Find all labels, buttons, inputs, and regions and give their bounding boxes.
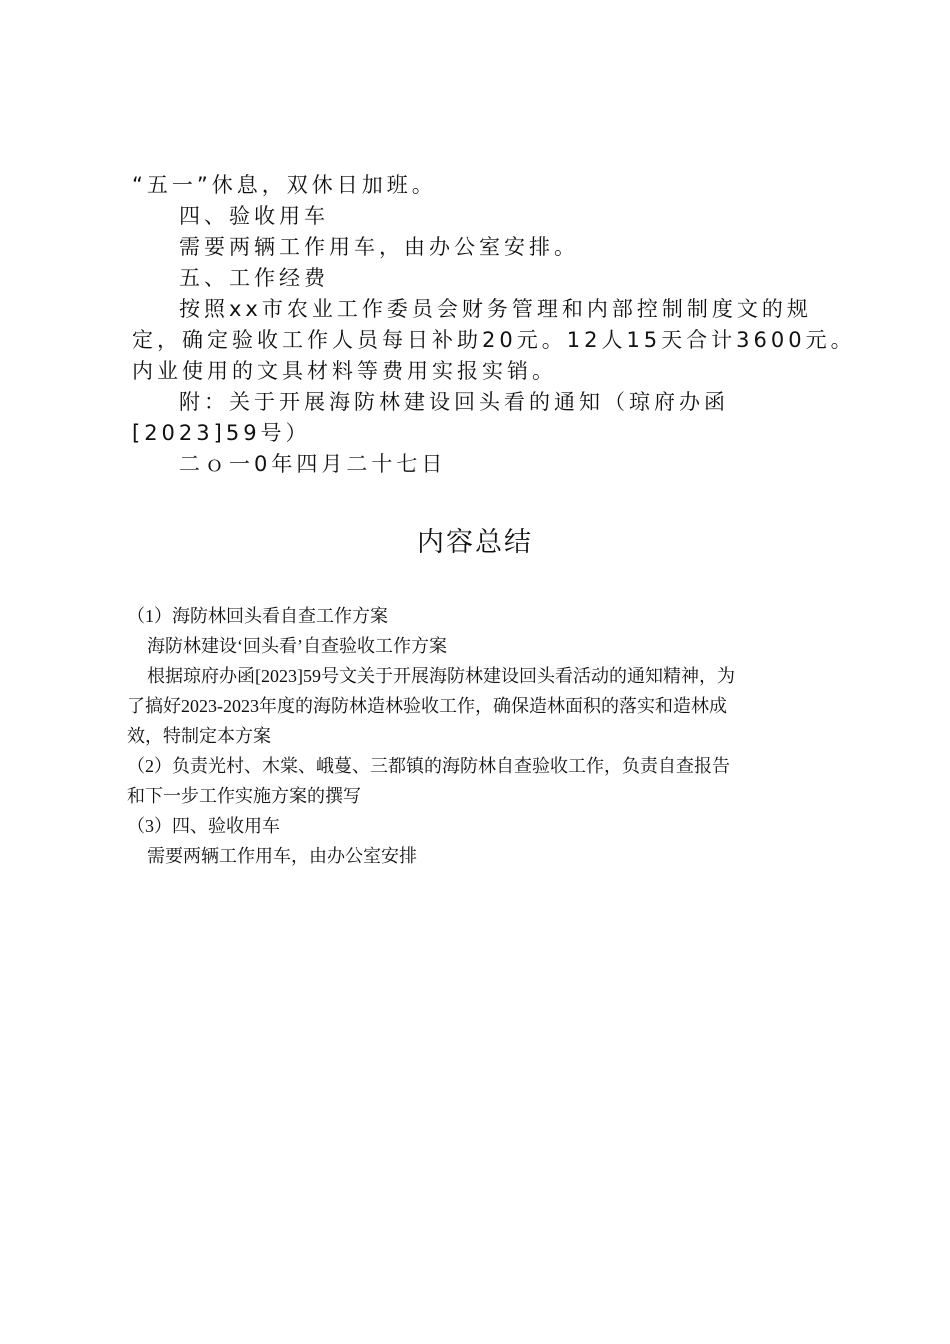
summary-line: 和下一步工作实施方案的撰写 [127,786,361,806]
body-paragraph: 内业使用的文具材料等费用实报实销。 [132,359,557,383]
summary-line: 了搞好2023-2023年度的海防林造林验收工作，确保造林面积的落实和造林成 [127,696,727,716]
attachment-line: [2023]59号） [132,421,311,445]
body-paragraph: 按照xx市农业工作委员会财务管理和内部控制制度文的规 [179,297,812,321]
attachment-line: 附：关于开展海防林建设回头看的通知（琼府办函 [179,390,729,414]
summary-line: 需要两辆工作用车，由办公室安排 [147,846,417,866]
summary-line: （1）海防林回头看自查工作方案 [127,606,388,626]
summary-line: （3）四、验收用车 [127,816,280,836]
summary-line: 海防林建设‘回头看’自查验收工作方案 [147,636,447,656]
summary-title: 内容总结 [417,527,533,558]
document-date: 二ｏ一0年四月二十七日 [179,452,447,476]
section-heading-4: 四、验收用车 [179,204,329,228]
body-paragraph: 需要两辆工作用车，由办公室安排。 [179,235,579,259]
section-heading-5: 五、工作经费 [179,266,329,290]
summary-section [127,601,837,871]
body-paragraph: 定，确定验收工作人员每日补助20元。12人15天合计3600元。 [132,328,856,352]
main-body [132,170,856,480]
body-line: “五一”休息，双休日加班。 [132,173,437,197]
summary-line: 根据琼府办函[2023]59号文关于开展海防林建设回头看活动的通知精神，为 [147,666,735,686]
summary-line: （2）负责光村、木棠、峨蔓、三都镇的海防林自查验收工作，负责自查报告 [127,756,730,776]
summary-line: 效，特制定本方案 [127,726,271,746]
